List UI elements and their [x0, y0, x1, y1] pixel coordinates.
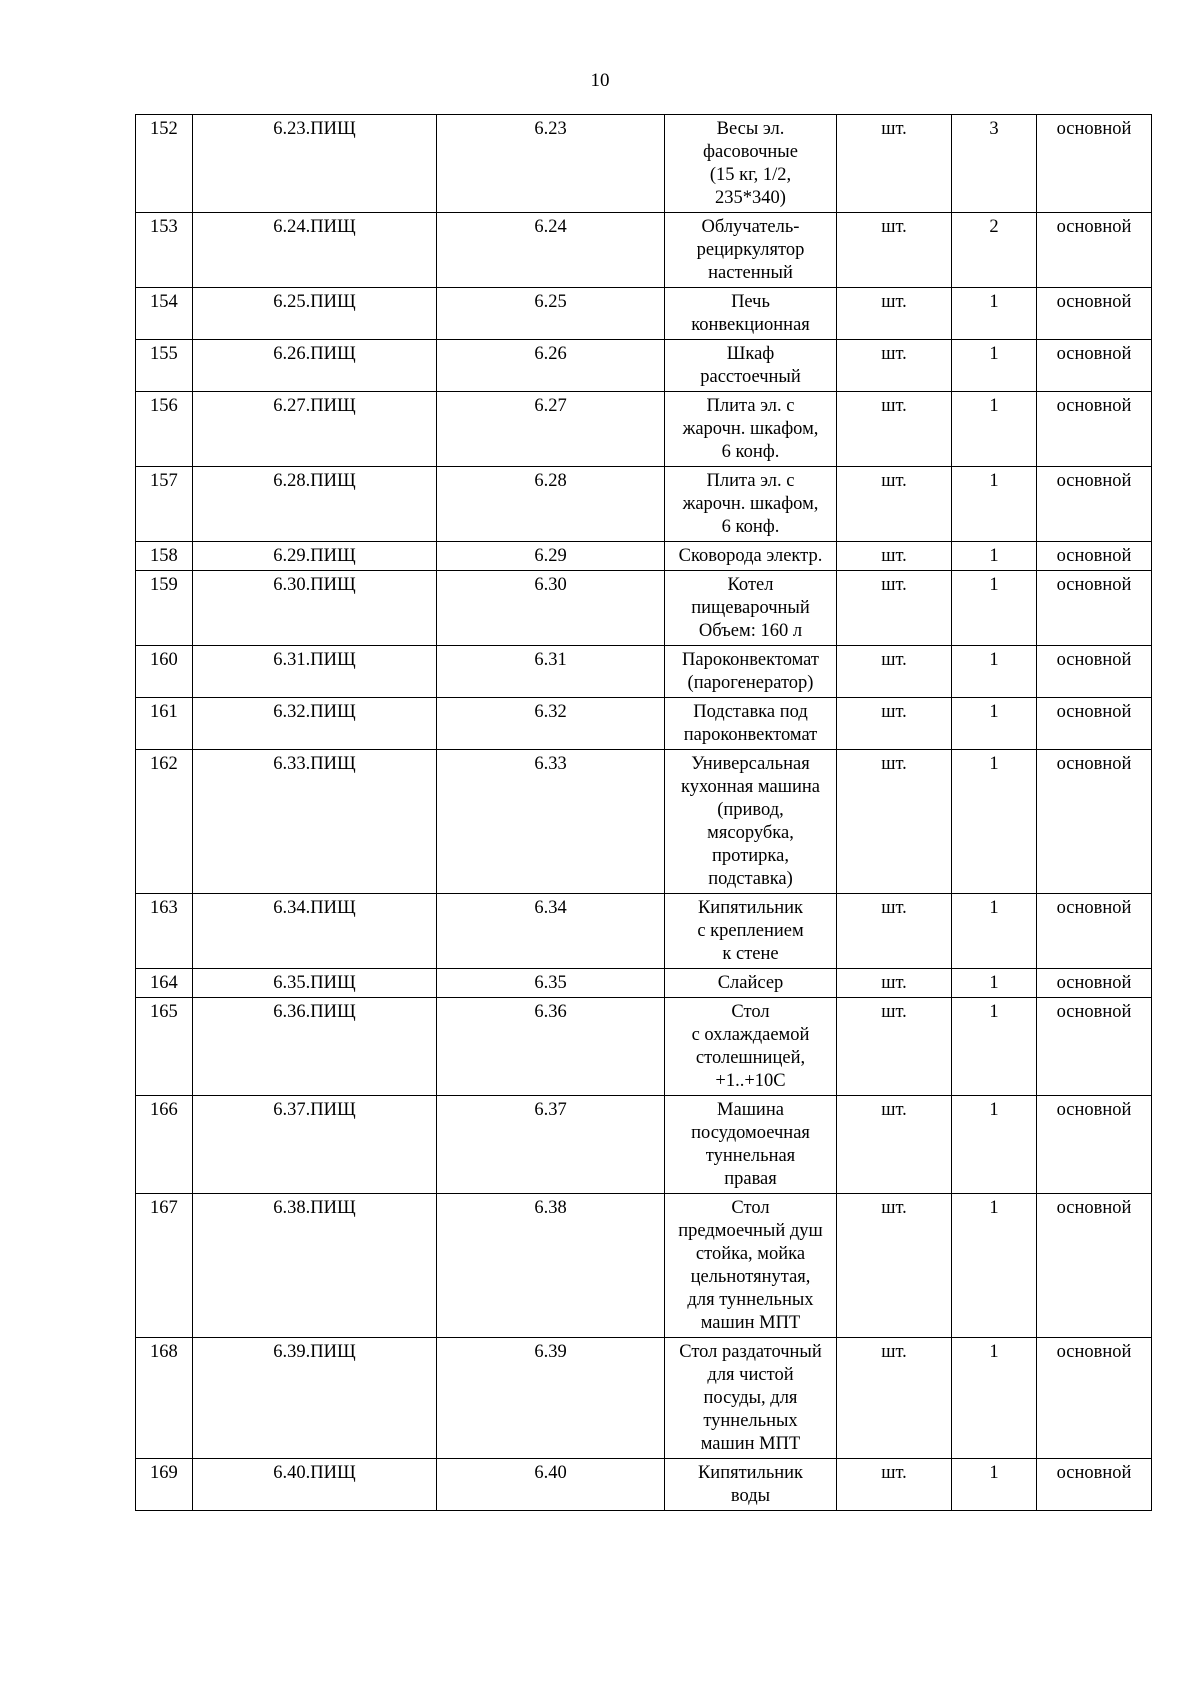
item-name-line: правая [724, 1169, 777, 1189]
position-cell: 6.27 [437, 392, 665, 467]
quantity-cell: 1 [952, 1096, 1037, 1194]
item-code-cell: 6.25.ПИЩ [193, 288, 437, 340]
row-number-cell: 166 [136, 1096, 193, 1194]
table-row [136, 571, 1152, 646]
item-code-cell: 6.39.ПИЩ [193, 1338, 437, 1459]
item-name-line: Шкаф [726, 344, 775, 364]
row-number-cell: 164 [136, 969, 193, 998]
row-number-cell: 157 [136, 467, 193, 542]
item-name-line: Подставка под [693, 702, 808, 722]
item-code-cell: 6.33.ПИЩ [193, 750, 437, 894]
unit-cell: шт. [837, 571, 952, 646]
equipment-type-cell: основной [1037, 213, 1152, 288]
unit-cell: шт. [837, 340, 952, 392]
item-name-cell [665, 571, 837, 646]
table-row [136, 115, 1152, 213]
row-number-cell: 158 [136, 542, 193, 571]
table-row [136, 1096, 1152, 1194]
unit-cell: шт. [837, 213, 952, 288]
item-code-cell: 6.28.ПИЩ [193, 467, 437, 542]
equipment-type-cell: основной [1037, 542, 1152, 571]
table-row [136, 698, 1152, 750]
equipment-type-cell: основной [1037, 750, 1152, 894]
quantity-cell: 1 [952, 571, 1037, 646]
item-name-cell [665, 969, 837, 998]
unit-cell: шт. [837, 750, 952, 894]
item-name-cell [665, 288, 837, 340]
position-cell: 6.30 [437, 571, 665, 646]
item-code-cell: 6.31.ПИЩ [193, 646, 437, 698]
quantity-cell: 1 [952, 392, 1037, 467]
item-name-cell [665, 646, 837, 698]
item-name-line: (привод, [717, 800, 784, 820]
item-name-cell [665, 467, 837, 542]
item-name-cell [665, 698, 837, 750]
equipment-type-cell: основной [1037, 894, 1152, 969]
item-name-line: стойка, мойка [695, 1244, 806, 1264]
unit-cell: шт. [837, 646, 952, 698]
item-name-cell [665, 998, 837, 1096]
quantity-cell: 1 [952, 1338, 1037, 1459]
position-cell: 6.38 [437, 1194, 665, 1338]
item-name-line: предмоечный душ [678, 1221, 823, 1241]
item-name-line: Пароконвектомат [682, 650, 819, 670]
quantity-cell: 1 [952, 698, 1037, 750]
item-name-line: подставка) [708, 869, 793, 889]
item-name-line: расстоечный [700, 367, 801, 387]
item-name-line: Универсальная [691, 754, 810, 774]
row-number-cell: 167 [136, 1194, 193, 1338]
row-number-cell: 162 [136, 750, 193, 894]
item-name-line: цельнотянутая, [690, 1267, 811, 1287]
page-number: 10 [590, 70, 610, 91]
item-code-cell: 6.27.ПИЩ [193, 392, 437, 467]
row-number-cell: 163 [136, 894, 193, 969]
item-name-line: кухонная машина [681, 777, 820, 797]
item-name-line: жарочн. шкафом, [682, 494, 819, 514]
equipment-type-cell: основной [1037, 288, 1152, 340]
table-row [136, 646, 1152, 698]
table-row [136, 1338, 1152, 1459]
table-row [136, 392, 1152, 467]
unit-cell: шт. [837, 1096, 952, 1194]
unit-cell: шт. [837, 467, 952, 542]
equipment-type-cell: основной [1037, 1194, 1152, 1338]
position-cell: 6.36 [437, 998, 665, 1096]
quantity-cell: 1 [952, 998, 1037, 1096]
quantity-cell: 1 [952, 894, 1037, 969]
item-name-line: конвекционная [691, 315, 810, 335]
row-number-cell: 160 [136, 646, 193, 698]
position-cell: 6.25 [437, 288, 665, 340]
item-name-line: машин МПТ [700, 1313, 801, 1333]
item-name-line: туннельная [705, 1146, 796, 1166]
equipment-type-cell: основной [1037, 998, 1152, 1096]
table-row [136, 288, 1152, 340]
equipment-type-cell: основной [1037, 571, 1152, 646]
table-row [136, 998, 1152, 1096]
item-name-cell [665, 213, 837, 288]
item-name-line: к стене [722, 944, 779, 964]
equipment-type-cell: основной [1037, 698, 1152, 750]
item-code-cell: 6.34.ПИЩ [193, 894, 437, 969]
item-name-line: протирка, [712, 846, 789, 866]
item-code-cell: 6.40.ПИЩ [193, 1459, 437, 1511]
item-name-cell [665, 1338, 837, 1459]
quantity-cell: 3 [952, 115, 1037, 213]
item-name-line: Машина [717, 1100, 784, 1120]
position-cell: 6.28 [437, 467, 665, 542]
unit-cell: шт. [837, 1459, 952, 1511]
item-code-cell: 6.30.ПИЩ [193, 571, 437, 646]
position-cell: 6.31 [437, 646, 665, 698]
item-name-cell [665, 542, 837, 571]
position-cell: 6.29 [437, 542, 665, 571]
equipment-type-cell: основной [1037, 1096, 1152, 1194]
position-cell: 6.23 [437, 115, 665, 213]
quantity-cell: 1 [952, 750, 1037, 894]
item-name-line: Печь [731, 292, 770, 312]
item-name-line: мясорубка, [707, 823, 794, 843]
item-name-line: с охлаждаемой [691, 1025, 810, 1045]
row-number-cell: 156 [136, 392, 193, 467]
item-code-cell: 6.29.ПИЩ [193, 542, 437, 571]
table-row [136, 542, 1152, 571]
quantity-cell: 1 [952, 542, 1037, 571]
item-name-line: Стол раздаточный [679, 1342, 822, 1362]
item-name-line: туннельных [703, 1411, 798, 1431]
item-name-line: Сковорода электр. [678, 546, 823, 566]
item-name-line: (15 кг, 1/2, [709, 165, 792, 185]
item-name-line: 6 конф. [721, 517, 780, 537]
item-name-line: 235*340) [715, 188, 786, 208]
item-code-cell: 6.35.ПИЩ [193, 969, 437, 998]
item-name-line: (парогенератор) [687, 673, 814, 693]
item-name-line: настенный [708, 263, 793, 283]
item-code-cell: 6.23.ПИЩ [193, 115, 437, 213]
unit-cell: шт. [837, 894, 952, 969]
item-name-cell [665, 392, 837, 467]
unit-cell: шт. [837, 542, 952, 571]
quantity-cell: 1 [952, 288, 1037, 340]
unit-cell: шт. [837, 698, 952, 750]
item-name-line: Весы эл. [716, 119, 785, 139]
position-cell: 6.32 [437, 698, 665, 750]
equipment-type-cell: основной [1037, 115, 1152, 213]
unit-cell: шт. [837, 1194, 952, 1338]
unit-cell: шт. [837, 1338, 952, 1459]
item-name-line: для чистой [707, 1365, 794, 1385]
equipment-type-cell: основной [1037, 392, 1152, 467]
unit-cell: шт. [837, 969, 952, 998]
item-name-cell [665, 1096, 837, 1194]
table-row [136, 467, 1152, 542]
item-name-line: Стол [731, 1198, 770, 1218]
item-name-cell [665, 340, 837, 392]
item-name-line: фасовочные [703, 142, 798, 162]
item-name-line: Плита эл. с [706, 396, 795, 416]
item-code-cell: 6.36.ПИЩ [193, 998, 437, 1096]
position-cell: 6.33 [437, 750, 665, 894]
row-number-cell: 153 [136, 213, 193, 288]
equipment-type-cell: основной [1037, 1459, 1152, 1511]
item-code-cell: 6.37.ПИЩ [193, 1096, 437, 1194]
row-number-cell: 161 [136, 698, 193, 750]
item-name-cell [665, 894, 837, 969]
item-code-cell: 6.38.ПИЩ [193, 1194, 437, 1338]
position-cell: 6.24 [437, 213, 665, 288]
quantity-cell: 2 [952, 213, 1037, 288]
equipment-table-body [136, 115, 1152, 1511]
item-name-line: для туннельных [687, 1290, 814, 1310]
equipment-type-cell: основной [1037, 1338, 1152, 1459]
table-row [136, 1194, 1152, 1338]
row-number-cell: 152 [136, 115, 193, 213]
equipment-type-cell: основной [1037, 340, 1152, 392]
position-cell: 6.37 [437, 1096, 665, 1194]
item-code-cell: 6.32.ПИЩ [193, 698, 437, 750]
equipment-table [135, 114, 1152, 1511]
row-number-cell: 169 [136, 1459, 193, 1511]
item-name-line: посуды, для [703, 1388, 798, 1408]
position-cell: 6.26 [437, 340, 665, 392]
unit-cell: шт. [837, 392, 952, 467]
item-name-line: столешницей, [695, 1048, 806, 1068]
item-name-line: посудомоечная [691, 1123, 810, 1143]
table-row [136, 213, 1152, 288]
quantity-cell: 1 [952, 969, 1037, 998]
item-name-line: Кипятильник [697, 1463, 804, 1483]
unit-cell: шт. [837, 288, 952, 340]
position-cell: 6.40 [437, 1459, 665, 1511]
item-name-cell [665, 1459, 837, 1511]
item-name-line: Слайсер [717, 973, 784, 993]
quantity-cell: 1 [952, 646, 1037, 698]
quantity-cell: 1 [952, 340, 1037, 392]
item-name-line: жарочн. шкафом, [682, 419, 819, 439]
item-name-line: Облучатель- [701, 217, 800, 237]
equipment-type-cell: основной [1037, 646, 1152, 698]
quantity-cell: 1 [952, 1194, 1037, 1338]
unit-cell: шт. [837, 115, 952, 213]
item-code-cell: 6.24.ПИЩ [193, 213, 437, 288]
item-name-line: с креплением [697, 921, 804, 941]
table-row [136, 1459, 1152, 1511]
item-name-line: машин МПТ [700, 1434, 801, 1454]
position-cell: 6.39 [437, 1338, 665, 1459]
item-name-line: +1..+10С [715, 1071, 786, 1091]
row-number-cell: 165 [136, 998, 193, 1096]
table-row [136, 750, 1152, 894]
item-name-line: пищеварочный [691, 598, 810, 618]
item-name-line: рециркулятор [696, 240, 805, 260]
item-name-line: Котел [727, 575, 774, 595]
item-code-cell: 6.26.ПИЩ [193, 340, 437, 392]
item-name-line: Плита эл. с [706, 471, 795, 491]
row-number-cell: 154 [136, 288, 193, 340]
row-number-cell: 159 [136, 571, 193, 646]
item-name-line: Кипятильник [697, 898, 804, 918]
table-row [136, 969, 1152, 998]
row-number-cell: 168 [136, 1338, 193, 1459]
item-name-cell [665, 115, 837, 213]
table-row [136, 340, 1152, 392]
position-cell: 6.34 [437, 894, 665, 969]
item-name-line: Объем: 160 л [698, 621, 803, 641]
item-name-line: пароконвектомат [683, 725, 818, 745]
item-name-line: Стол [731, 1002, 770, 1022]
row-number-cell: 155 [136, 340, 193, 392]
item-name-cell [665, 1194, 837, 1338]
item-name-line: 6 конф. [721, 442, 780, 462]
equipment-type-cell: основной [1037, 467, 1152, 542]
position-cell: 6.35 [437, 969, 665, 998]
item-name-cell [665, 750, 837, 894]
quantity-cell: 1 [952, 467, 1037, 542]
quantity-cell: 1 [952, 1459, 1037, 1511]
equipment-type-cell: основной [1037, 969, 1152, 998]
item-name-line: воды [730, 1486, 771, 1506]
table-row [136, 894, 1152, 969]
unit-cell: шт. [837, 998, 952, 1096]
